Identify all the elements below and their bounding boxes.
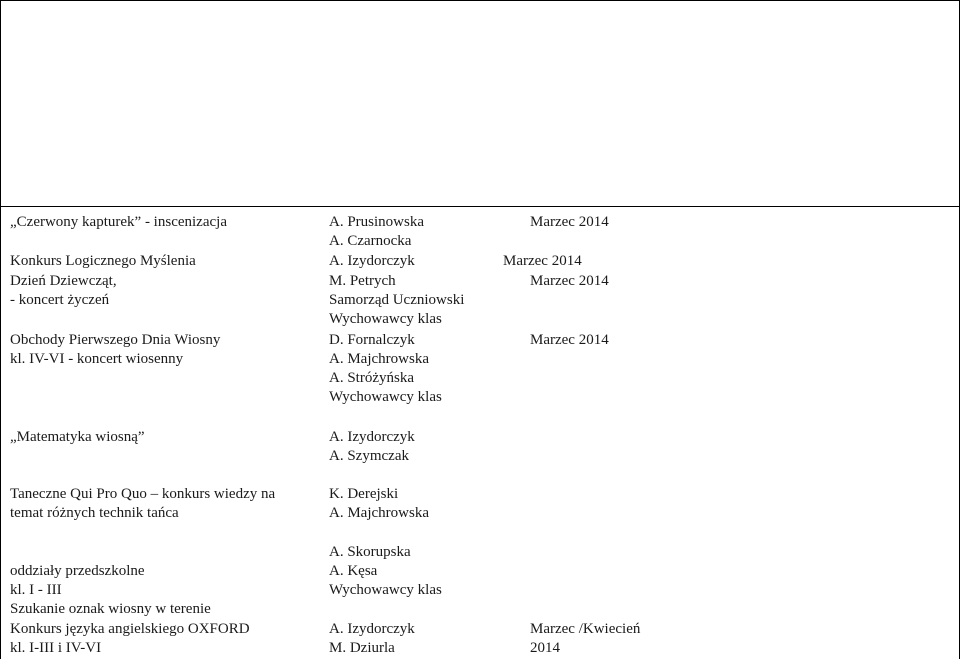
event-line: Taneczne Qui Pro Quo – konkurs wiedzy na xyxy=(10,486,276,502)
table-divider xyxy=(0,206,960,207)
event-line: Konkurs Logicznego Myślenia xyxy=(10,253,196,269)
people-cell xyxy=(329,252,415,271)
people-cell xyxy=(329,272,464,329)
date-line: Marzec 2014 xyxy=(530,332,609,348)
event-line: kl. I-III i IV-VI xyxy=(10,640,102,656)
person-line: A. Izydorczyk xyxy=(329,253,415,269)
event-line: Szukanie oznak wiosny w terenie xyxy=(10,601,211,617)
person-line: Wychowawcy klas xyxy=(329,389,442,405)
event-cell xyxy=(10,562,211,619)
event-cell xyxy=(10,252,196,271)
event-line: „Czerwony kapturek” - inscenizacja xyxy=(10,214,227,230)
date-cell xyxy=(503,252,582,271)
event-line: „Matematyka wiosną” xyxy=(10,429,145,445)
date-line: Marzec 2014 xyxy=(503,253,582,269)
people-cell xyxy=(329,331,442,407)
person-line: A. Majchrowska xyxy=(329,505,429,521)
date-line: Marzec /Kwiecień xyxy=(530,621,641,637)
date-cell xyxy=(530,272,609,291)
person-line: Wychowawcy klas xyxy=(329,311,442,327)
date-cell xyxy=(530,620,640,658)
event-line: kl. IV-VI - koncert wiosenny xyxy=(10,351,184,367)
person-line: M. Petrych xyxy=(329,273,396,289)
event-line: Obchody Pierwszego Dnia Wiosny xyxy=(10,332,221,348)
person-line: A. Majchrowska xyxy=(329,351,429,367)
date-line: Marzec 2014 xyxy=(530,273,609,289)
people-cell xyxy=(329,213,424,251)
event-cell xyxy=(10,428,145,447)
people-cell xyxy=(329,620,415,658)
table-border-top xyxy=(0,0,960,1)
event-cell xyxy=(10,272,117,310)
people-cell xyxy=(329,428,415,466)
date-cell xyxy=(530,331,609,350)
person-line: A. Izydorczyk xyxy=(329,429,415,445)
date-line: Marzec 2014 xyxy=(530,214,609,230)
person-line: A. Prusinowska xyxy=(329,214,425,230)
person-line: Wychowawcy klas xyxy=(329,582,442,598)
person-line: Samorząd Uczniowski xyxy=(329,292,465,308)
event-line: temat różnych technik tańca xyxy=(10,505,179,521)
event-cell xyxy=(10,213,227,232)
date-cell xyxy=(530,213,609,232)
people-cell xyxy=(329,485,429,523)
event-cell xyxy=(10,485,275,523)
person-line: D. Fornalczyk xyxy=(329,332,415,348)
person-line: A. Kęsa xyxy=(329,563,378,579)
date-line: 2014 xyxy=(530,640,560,656)
person-line: A. Szymczak xyxy=(329,448,409,464)
table-border-left xyxy=(0,0,1,659)
person-line: M. Dziurla xyxy=(329,640,395,656)
person-line: K. Derejski xyxy=(329,486,399,502)
person-line: A. Czarnocka xyxy=(329,233,412,249)
person-line: A. Stróżyńska xyxy=(329,370,414,386)
people-cell xyxy=(329,543,442,600)
event-line: kl. I - III xyxy=(10,582,62,598)
event-cell xyxy=(10,331,220,369)
event-line: Konkurs języka angielskiego OXFORD xyxy=(10,621,250,637)
person-line: A. Izydorczyk xyxy=(329,621,415,637)
event-cell xyxy=(10,620,250,658)
person-line: A. Skorupska xyxy=(329,544,411,560)
event-line: Dzień Dziewcząt, xyxy=(10,273,117,289)
event-line: - koncert życzeń xyxy=(10,292,110,308)
event-line: oddziały przedszkolne xyxy=(10,563,145,579)
